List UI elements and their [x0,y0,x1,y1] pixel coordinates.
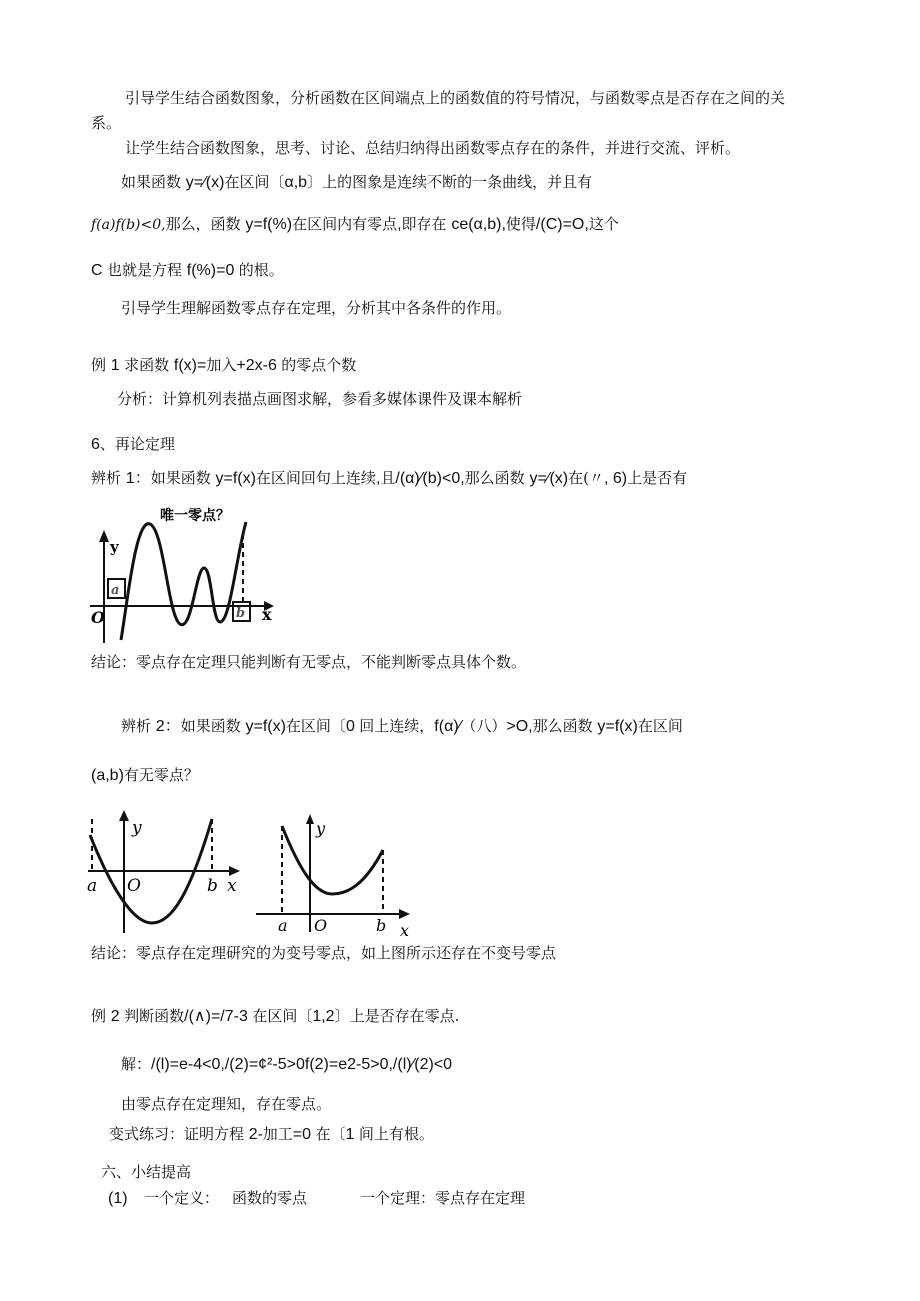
text: 一个定理：零点存在定理 [360,1189,526,1207]
text: 加入 [206,356,237,374]
math: ce(α,b), [451,216,506,233]
math: /(∧)=/7-3 [184,1008,253,1025]
variant-exercise [109,1124,434,1145]
text: 在(〃 [568,469,604,487]
math: 1： [125,470,151,487]
summary-heading: 六、小结提高 [101,1163,192,1181]
summary-item-1 [108,1188,525,1209]
text: 间上有根。 [358,1125,434,1143]
endpoint-b-label: b [236,606,246,621]
math: 1,2 [312,1008,335,1025]
paragraph-2: 让学生结合函数图象，思考、讨论、总结归纳得出函数零点存在的条件，并进行交流、评析。 [125,139,741,157]
text: 有无零点？ [123,766,199,784]
figure-no-sign-change-parabola [252,810,422,940]
text: 〕上的图象是连续不断的一条曲线，并且有 [307,173,593,191]
y-axis-arrow-icon [306,814,314,824]
figure-sign-change-parabola [86,805,246,940]
text: 那么函数 [464,469,530,487]
y-label: y [316,819,326,838]
function-curve [121,522,246,640]
y-axis-arrow-icon [119,810,129,821]
math: C [91,262,107,279]
paragraph-6: 引导学生理解函数零点存在定理，分析其中各条件的作用。 [121,299,512,317]
y-axis-arrow-icon [99,530,109,542]
text: 在区间〔 [285,717,346,735]
text: 辨析 [121,717,156,735]
text: 求函数 [124,356,174,374]
discussion-2 [121,716,683,737]
math: 1 [345,1126,359,1143]
item-number: (1) [108,1190,128,1207]
text: 〕上是否存在零点. [334,1007,460,1025]
text: 使得 [505,215,536,233]
text: 一个定义： [144,1189,220,1207]
math: f(a)f(b)<0, [91,217,166,233]
text: 这个 [588,215,619,233]
math: 2 [248,1126,258,1143]
x-label: x [400,921,410,940]
paragraph-3 [121,172,592,193]
text: 在区间 [637,717,683,735]
math: (a,b) [91,767,124,784]
text: （八） [461,717,507,735]
solution-conclusion: 由零点存在定理知，存在零点。 [121,1095,332,1113]
endpoint-a-label: a [278,916,288,935]
math: =0 [292,1126,316,1143]
paragraph-5 [91,260,284,281]
text: 辨析 [91,469,126,487]
math: f(α)⁄ [434,718,462,735]
math: +2x-6 [236,357,282,374]
endpoint-b-label: b [376,916,387,935]
origin-label: O [127,876,141,896]
discussion-2-line-2 [91,765,199,786]
math: , [375,470,381,487]
x-axis-arrow-icon [399,909,410,919]
math: y=⁄(x) [185,174,225,191]
math: /(α)⁄(b)<0, [395,470,465,487]
text: 且 [380,469,396,487]
math: f(x)= [173,357,207,374]
text: 即存在 [401,215,452,233]
x-label: x [227,876,237,896]
endpoint-a-label: a [111,583,120,598]
endpoint-a-label: a [87,876,98,896]
text: 变式练习：证明方程 [109,1125,249,1143]
math: 1 [110,357,125,374]
example-2 [91,1006,459,1027]
conclusion-2: 结论：零点存在定理研究的为变号零点，如上图所示还存在不变号零点 [91,944,557,962]
text: 例 [91,1007,111,1025]
x-axis-arrow-icon [229,866,240,876]
paragraph-1-line-1: 引导学生结合函数图象，分析函数在区间端点上的函数值的符号情况，与函数零点是否存在之间的关 [125,89,786,107]
math: , [397,216,402,233]
paragraph-1-line-2: 系。 [91,114,122,132]
math: 2 [110,1008,125,1025]
math: 0 [345,718,360,735]
text: 解： [121,1055,152,1073]
math: 2： [155,718,181,735]
math: /(l)=e-4<0,/(2)=¢²-5>0f(2)=e2-5>0,/(l)⁄(2)<0 [151,1056,453,1073]
figure-oscillating-function [88,498,288,648]
math: /(C)=O, [535,216,589,233]
text: 在区间〔 [224,173,285,191]
paragraph-4 [91,214,619,235]
math: y=f(x) [215,470,256,487]
section-number: 6 [91,436,100,453]
discussion-1 [91,468,687,489]
math: y=⁄(x) [529,470,569,487]
math: f(%)=0 [186,262,239,279]
text: 在〔 [315,1125,346,1143]
origin-label: O [314,916,328,935]
text: 在区间内有零点 [292,215,398,233]
x-label: x [262,605,272,624]
section-title: 、再论定理 [99,435,175,453]
math: , 6) [603,470,628,487]
text: 也就是方程 [107,261,187,279]
analysis-text: 分析：计算机列表描点画图求解，参看多媒体课件及课本解析 [117,390,523,408]
math: y=f(x) [245,718,286,735]
text: 上是否有 [627,469,688,487]
text: 回上连续， [359,717,435,735]
text: 判断函数 [124,1007,185,1025]
figure-title: 唯一零点？ [160,508,230,524]
text: 如果函数 [121,173,186,191]
math: y=f(x) [597,718,638,735]
conclusion-1: 结论：零点存在定理只能判断有无零点，不能判断零点具体个数。 [91,653,527,671]
section-6-heading [91,434,175,455]
text: 函数的零点 [232,1189,308,1207]
y-label: y [110,538,119,556]
endpoint-b-label: b [207,876,218,896]
text: -加工 [257,1125,293,1143]
math: α,b [284,174,308,191]
text: 的零点个数 [281,356,357,374]
math: >O, [506,718,533,735]
text: 的根。 [238,261,284,279]
text: 例 [91,356,111,374]
text: 在区间回句上连续 [255,469,376,487]
text: 如果函数 [150,469,216,487]
text: 如果函数 [180,717,246,735]
text: 那么函数 [532,717,598,735]
text: 那么，函数 [165,215,246,233]
solution [121,1054,452,1075]
origin-label: O [91,608,105,627]
function-curve [282,826,383,894]
text: 在区间〔 [252,1007,313,1025]
math: y=f(%) [245,216,293,233]
example-1 [91,355,356,376]
y-label: y [132,818,142,838]
